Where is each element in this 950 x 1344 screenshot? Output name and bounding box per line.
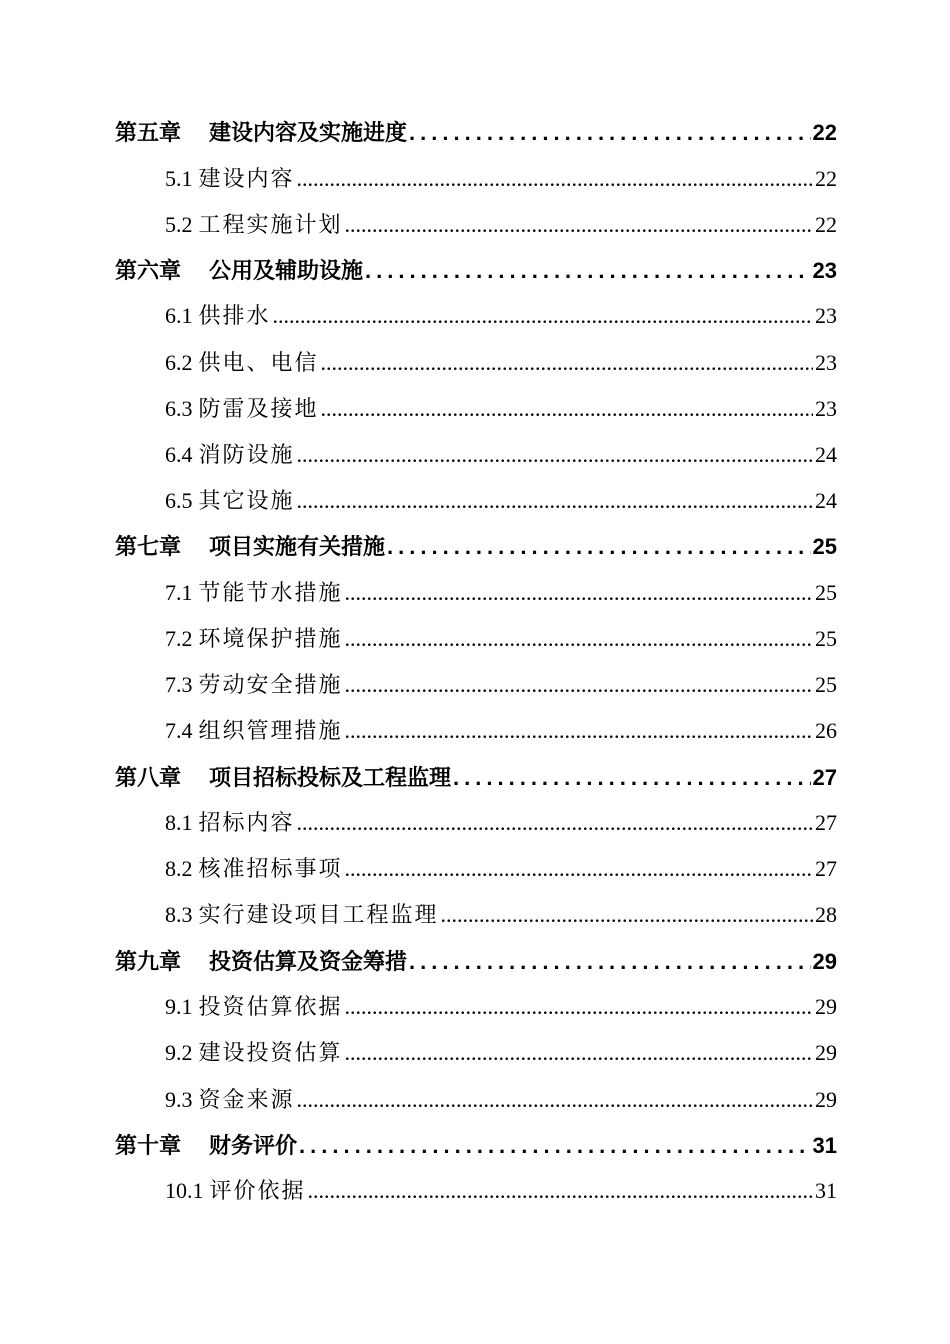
toc-entry-title: 资金来源 [198,1086,295,1112]
toc-page-number: 25 [815,626,837,651]
toc-section-entry[interactable] [115,570,837,616]
toc-dot-leader [308,1168,813,1214]
toc-dot-leader [345,846,813,892]
toc-section-entry[interactable] [115,892,837,938]
toc-page-number: 29 [815,1086,837,1112]
toc-section-entry[interactable] [115,616,837,662]
toc-entry-number: 10.1 [165,1178,204,1204]
toc-entry-number: 8.2 [165,856,193,882]
toc-section-entry[interactable] [115,478,837,524]
toc-dot-leader [345,1030,813,1076]
toc-page-number: 23 [812,257,837,283]
toc-dot-leader [297,800,813,846]
toc-entry-title: 核准招标事项 [198,856,343,882]
toc-entry-number: 7.4 [165,718,193,744]
toc-entry-title: 节能节水措施 [198,579,343,605]
toc-page-number: 25 [815,579,837,605]
toc-page-number: 27 [815,810,837,836]
toc-entry-title: 工程实施计划 [198,211,343,237]
toc-entry-number: 7.1 [165,579,193,605]
toc-section-entry[interactable] [115,1168,837,1214]
toc-page-number: 25 [812,534,837,560]
toc-dot-leader [345,662,813,708]
toc-dot-leader [297,432,813,478]
toc-dot-leader [409,110,810,156]
table-of-contents [115,110,837,1214]
toc-dot-leader [297,156,813,202]
toc-section-entry[interactable] [115,1077,837,1123]
toc-entry-title: 招标内容 [198,810,295,836]
toc-section-entry[interactable] [115,432,837,478]
toc-entry-number: 第八章 [115,765,182,791]
toc-entry-title: 建设投资估算 [198,1040,343,1066]
toc-chapter-entry[interactable] [115,110,837,156]
toc-page-number: 22 [815,165,837,191]
toc-entry-number: 9.3 [165,1086,193,1112]
toc-dot-leader [321,386,813,432]
toc-entry-title: 环境保护措施 [198,626,343,651]
toc-entry-title: 实行建设项目工程监理 [198,902,439,928]
toc-entry-number: 第六章 [115,258,182,284]
toc-entry-number: 7.3 [165,672,193,698]
toc-dot-leader [409,939,810,985]
toc-entry-title: 建设内容及实施进度 [209,121,408,146]
toc-page-number: 26 [815,718,837,744]
toc-entry-title: 劳动安全措施 [198,672,343,698]
toc-dot-leader [345,708,813,754]
toc-section-entry[interactable] [115,662,837,708]
toc-entry-number: 5.1 [165,165,193,191]
toc-page-number: 28 [815,902,837,928]
toc-entry-number: 7.2 [165,626,193,651]
toc-entry-title: 投资估算及资金筹措 [209,949,408,975]
toc-page-number: 29 [815,994,837,1020]
toc-dot-leader [345,984,813,1030]
toc-entry-number: 6.5 [165,488,193,514]
toc-entry-number: 6.1 [165,303,193,329]
toc-entry-number: 第五章 [115,121,182,146]
toc-chapter-entry[interactable] [115,755,837,801]
toc-page-number: 23 [815,303,837,329]
toc-chapter-entry[interactable] [115,939,837,985]
toc-entry-number: 5.2 [165,211,193,237]
toc-page-number: 29 [812,948,837,974]
toc-entry-title: 消防设施 [198,441,295,467]
toc-entry-number: 6.4 [165,441,193,467]
toc-dot-leader [299,1123,810,1169]
toc-chapter-entry[interactable] [115,248,837,294]
toc-entry-title: 供电、电信 [198,349,319,375]
toc-dot-leader [441,892,813,938]
toc-entry-title: 评价依据 [209,1178,306,1204]
toc-entry-title: 项目实施有关措施 [209,535,386,561]
toc-chapter-entry[interactable] [115,1123,837,1169]
toc-section-entry[interactable] [115,156,837,202]
toc-page-number: 22 [815,211,837,237]
toc-page-number: 25 [815,672,837,698]
toc-section-entry[interactable] [115,708,837,754]
toc-entry-number: 第七章 [115,535,182,561]
toc-entry-title: 财务评价 [209,1133,298,1159]
toc-page-number: 31 [815,1178,837,1204]
toc-dot-leader [387,524,810,570]
toc-page-number: 24 [815,441,837,467]
toc-page-number: 27 [812,764,837,790]
toc-section-entry[interactable] [115,202,837,248]
toc-entry-title: 供排水 [198,303,271,329]
toc-section-entry[interactable] [115,293,837,339]
toc-entry-number: 9.1 [165,994,193,1020]
toc-dot-leader [453,755,810,801]
toc-entry-number: 8.1 [165,810,193,836]
toc-entry-number: 第十章 [115,1133,182,1159]
toc-page-number: 29 [815,1040,837,1066]
toc-dot-leader [297,1077,813,1123]
toc-entry-title: 建设内容 [198,165,295,191]
toc-section-entry[interactable] [115,800,837,846]
toc-page-number: 27 [815,856,837,882]
toc-entry-number: 9.2 [165,1040,193,1066]
toc-entry-number: 第九章 [115,949,182,975]
toc-entry-number: 6.3 [165,395,193,421]
toc-page-number: 22 [812,120,837,145]
toc-page-number: 31 [812,1132,837,1158]
toc-dot-leader [321,340,813,386]
toc-chapter-entry[interactable] [115,524,837,570]
toc-section-entry[interactable] [115,386,837,432]
toc-section-entry[interactable] [115,846,837,892]
toc-entry-title: 其它设施 [198,488,295,514]
toc-page-number: 23 [815,349,837,375]
toc-dot-leader [345,616,813,662]
toc-entry-title: 公用及辅助设施 [209,258,364,284]
toc-section-entry[interactable] [115,340,837,386]
toc-entry-number: 6.2 [165,349,193,375]
toc-dot-leader [345,570,813,616]
toc-dot-leader [345,202,813,248]
toc-dot-leader [297,478,813,524]
toc-page-number: 23 [815,395,837,421]
toc-section-entry[interactable] [115,984,837,1030]
toc-entry-title: 项目招标投标及工程监理 [209,765,452,791]
toc-dot-leader [365,248,810,294]
toc-section-entry[interactable] [115,1030,837,1076]
toc-page-number: 24 [815,488,837,514]
toc-entry-title: 组织管理措施 [198,718,343,744]
toc-entry-number: 8.3 [165,902,193,928]
toc-entry-title: 投资估算依据 [198,994,343,1020]
toc-dot-leader [273,293,813,339]
toc-entry-title: 防雷及接地 [198,395,319,421]
